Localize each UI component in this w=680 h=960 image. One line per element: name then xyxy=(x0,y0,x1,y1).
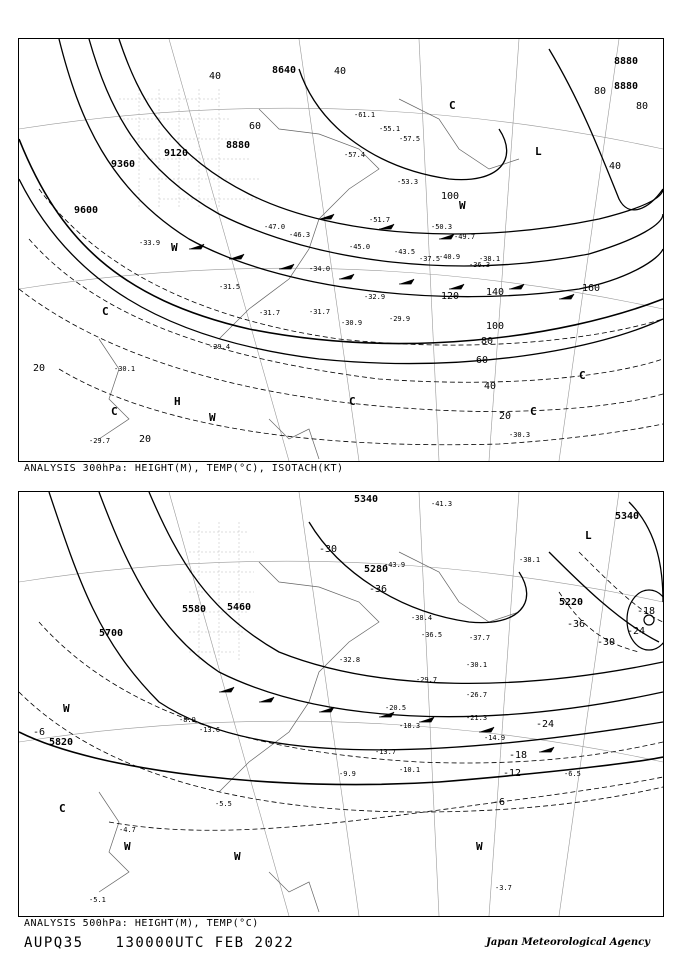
temp-label: -37.7 xyxy=(469,634,491,642)
temp-label: -6.5 xyxy=(564,770,581,778)
temp-label: -50.3 xyxy=(431,223,453,231)
cold-marker: C xyxy=(530,405,537,418)
temp-label: -18.3 xyxy=(399,722,421,730)
temp-label: -32.9 xyxy=(364,293,386,301)
isotach-label: 140 xyxy=(486,287,505,298)
temp-label: -8.9 xyxy=(179,716,196,724)
temp-label: -10.1 xyxy=(399,766,421,774)
isotherm-label: -6 xyxy=(33,727,46,738)
temp-label: -3.7 xyxy=(495,884,512,892)
warm-marker: W xyxy=(171,241,178,254)
temp-label: -47.0 xyxy=(264,223,286,231)
height-labels xyxy=(74,56,638,216)
cold-marker: C xyxy=(349,395,356,408)
isotherm-label: -36 xyxy=(567,619,586,630)
temp-label: -38.4 xyxy=(411,614,433,622)
chart-footer xyxy=(24,935,316,951)
map-panel-500hpa xyxy=(18,491,664,917)
height-label: 5280 xyxy=(364,564,389,575)
temp-label: -30.9 xyxy=(341,319,363,327)
temp-label: -34.0 xyxy=(309,265,331,273)
temp-label: -14.9 xyxy=(484,734,506,742)
temp-label: -37.5 xyxy=(419,255,441,263)
temp-label: -29.7 xyxy=(416,676,438,684)
temp-label: -57.5 xyxy=(399,135,421,143)
temp-label: -21.3 xyxy=(466,714,488,722)
isotach-label: 20 xyxy=(33,363,46,374)
temp-label: -53.3 xyxy=(397,178,419,186)
isotherm-label: -24 xyxy=(536,719,555,730)
temp-label: -29.9 xyxy=(389,315,411,323)
isotherm-label: -12 xyxy=(503,768,522,779)
temp-label: -51.7 xyxy=(369,216,391,224)
height-label: 5340 xyxy=(354,494,379,505)
coastlines xyxy=(99,552,522,912)
isotherm-label: -18 xyxy=(509,750,528,761)
chart-datetime: 130000UTC FEB 2022 xyxy=(115,935,295,951)
height-label: 5220 xyxy=(559,597,584,608)
pressure-markers xyxy=(59,529,592,863)
temp-label: -26.7 xyxy=(466,691,488,699)
temp-label: -61.1 xyxy=(354,111,376,119)
temp-label: -31.7 xyxy=(259,309,281,317)
temp-label: -40.9 xyxy=(439,253,461,261)
temperature-labels xyxy=(89,500,584,904)
hatched-region xyxy=(189,522,254,662)
height-label: 8880 xyxy=(226,140,251,151)
temp-label: -32.8 xyxy=(339,656,361,664)
height-label: 5340 xyxy=(615,511,640,522)
height-label: 5580 xyxy=(182,604,207,615)
warm-marker: W xyxy=(124,840,131,853)
isotach-label: 120 xyxy=(441,291,460,302)
isotach-label: 40 xyxy=(484,381,497,392)
temp-label: -36.3 xyxy=(469,261,491,269)
temp-label: -9.9 xyxy=(339,770,356,778)
isotach-label: 80 xyxy=(594,86,607,97)
warm-marker: W xyxy=(234,850,241,863)
height-label: 5700 xyxy=(99,628,124,639)
cold-marker: C xyxy=(449,99,456,112)
isotherm-label: -6 xyxy=(493,797,506,808)
temp-label: -33.9 xyxy=(139,239,161,247)
temp-label: -5.1 xyxy=(89,896,106,904)
isotherm-label: -30 xyxy=(319,544,338,555)
temperature-labels xyxy=(89,111,530,445)
isotherm-label: -24 xyxy=(627,626,646,637)
temp-label: -38.1 xyxy=(479,255,501,263)
temp-label: -45.0 xyxy=(349,243,371,251)
low-marker: L xyxy=(585,529,592,542)
graticule xyxy=(19,39,663,461)
isotherm-label: -18 xyxy=(637,606,656,617)
cold-marker: C xyxy=(111,405,118,418)
isotach-label: 80 xyxy=(481,336,494,347)
height-label: 5460 xyxy=(227,602,252,613)
temp-label: -4.7 xyxy=(119,826,136,834)
chart-code: AUPQ35 xyxy=(24,935,84,951)
height-label: 5820 xyxy=(49,737,74,748)
temp-label: -30.3 xyxy=(509,431,531,439)
temp-label: -5.5 xyxy=(215,800,232,808)
graticule xyxy=(19,492,663,916)
caption-300hpa: ANALYSIS 300hPa: HEIGHT(M), TEMP(°C), ISOTACH(KT) xyxy=(24,463,344,474)
cold-marker: C xyxy=(59,802,66,815)
temp-label: -38.1 xyxy=(519,556,541,564)
isotach-label: 100 xyxy=(486,321,505,332)
isotach-labels xyxy=(33,66,648,445)
temp-label: -31.5 xyxy=(219,283,241,291)
isotach-label: 60 xyxy=(476,355,489,366)
map-300hpa-svg xyxy=(19,39,663,461)
temp-label: -29.7 xyxy=(89,437,111,445)
temp-label: -55.1 xyxy=(379,125,401,133)
cold-marker: C xyxy=(102,305,109,318)
warm-marker: W xyxy=(63,702,70,715)
isotach-label: 100 xyxy=(441,191,460,202)
temp-label: -29.4 xyxy=(209,343,231,351)
isotach-label: 20 xyxy=(139,434,152,445)
height-contours xyxy=(19,39,663,363)
height-label: 8640 xyxy=(272,65,297,76)
height-label: 8880 xyxy=(614,81,639,92)
temp-label: -30.1 xyxy=(114,365,136,373)
height-label: 8880 xyxy=(614,56,639,67)
temp-label: -41.3 xyxy=(431,500,453,508)
isotach-label: 60 xyxy=(249,121,262,132)
map-panel-300hpa xyxy=(18,38,664,462)
isotach-label: 20 xyxy=(499,411,512,422)
height-label: 9120 xyxy=(164,148,189,159)
warm-marker: W xyxy=(476,840,483,853)
temp-label: -57.4 xyxy=(344,151,366,159)
warm-marker: W xyxy=(209,411,216,424)
temp-label: -46.3 xyxy=(289,231,311,239)
temp-label: -43.9 xyxy=(384,561,406,569)
isotach-label: 40 xyxy=(334,66,347,77)
high-marker: H xyxy=(174,395,181,408)
isotherm-label: -36 xyxy=(369,584,388,595)
isotach-label: 160 xyxy=(582,283,601,294)
temp-label: -43.5 xyxy=(394,248,416,256)
isotach-label: 40 xyxy=(209,71,222,82)
caption-500hpa: ANALYSIS 500hPa: HEIGHT(M), TEMP(°C) xyxy=(24,918,259,929)
height-label: 9600 xyxy=(74,205,99,216)
temp-label: -30.1 xyxy=(466,661,488,669)
agency-name: Japan Meteorological Agency xyxy=(486,937,650,948)
temp-label: -20.5 xyxy=(385,704,407,712)
map-500hpa-svg xyxy=(19,492,663,916)
isotach-label: 80 xyxy=(636,101,649,112)
temp-label: -13.6 xyxy=(199,726,221,734)
isotherm-labels xyxy=(33,544,655,808)
temp-label: -36.5 xyxy=(421,631,443,639)
cold-marker: C xyxy=(579,369,586,382)
temp-label: -49.7 xyxy=(454,233,476,241)
isotherm-label: -30 xyxy=(597,637,616,648)
warm-marker: W xyxy=(459,199,466,212)
isotach-label: 40 xyxy=(609,161,622,172)
temp-label: -13.7 xyxy=(375,748,397,756)
low-marker: L xyxy=(535,145,542,158)
height-label: 9360 xyxy=(111,159,136,170)
coastlines xyxy=(99,99,519,459)
temp-label: -31.7 xyxy=(309,308,331,316)
